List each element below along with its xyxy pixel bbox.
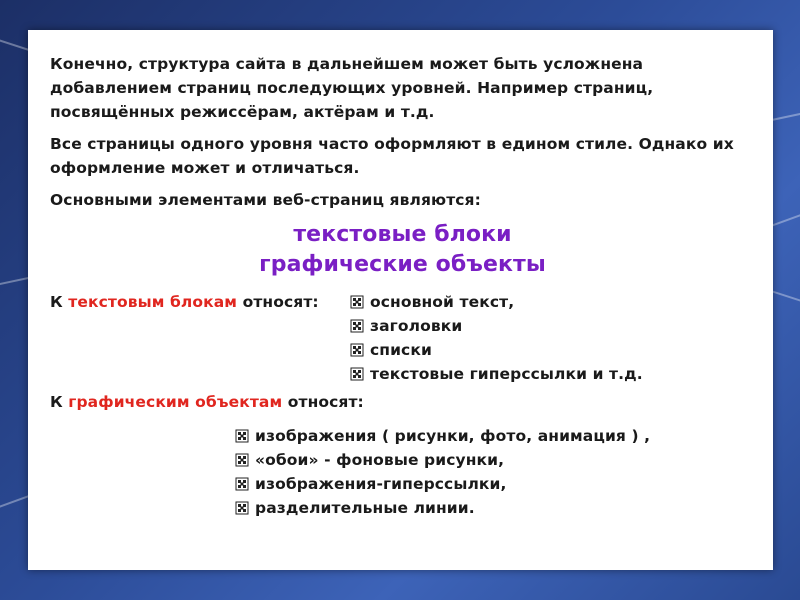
diamond-checker-bullet-icon: [350, 367, 364, 381]
text-block-item-text: списки: [370, 341, 432, 359]
text-block-item: [350, 338, 643, 362]
text-block-item: [350, 362, 643, 386]
paragraph-elements-intro: Основными элементами веб-страниц являются:: [50, 191, 481, 209]
graphic-object-item: [235, 472, 755, 496]
text-block-item: [350, 314, 643, 338]
diamond-checker-bullet-icon: [350, 319, 364, 333]
graphic-objects-highlight: графическим объектам: [68, 393, 283, 411]
graphic-object-item: [235, 448, 755, 472]
diamond-checker-bullet-icon: [350, 343, 364, 357]
diamond-checker-bullet-icon: [235, 477, 249, 491]
text-blocks-label: [50, 290, 350, 314]
paragraph-structure: Конечно, структура сайта в дальнейшем может быть усложнена добавлением страниц последующих уровней. Например страниц, посвящённых режиссёрам, актёрам и т.д.: [50, 55, 654, 121]
graphic-objects-prefix: К: [50, 393, 63, 411]
diamond-checker-bullet-icon: [235, 501, 249, 515]
text-blocks-list: [350, 290, 643, 386]
graphic-object-item: [235, 496, 755, 520]
text-block-item-text: заголовки: [370, 317, 463, 335]
diamond-checker-bullet-icon: [235, 429, 249, 443]
paragraph-style: Все страницы одного уровня часто оформляют в едином стиле. Однако их оформление может и отличаться.: [50, 135, 734, 177]
text-blocks-suffix: относят:: [242, 293, 319, 311]
slide-panel: [28, 30, 773, 570]
text-blocks-prefix: К: [50, 293, 63, 311]
text-block-item: [350, 290, 643, 314]
text-block-item-text: основной текст,: [370, 293, 515, 311]
graphic-objects-suffix: относят:: [287, 393, 364, 411]
diamond-checker-bullet-icon: [350, 295, 364, 309]
text-blocks-section: [50, 290, 755, 386]
main-element-graphic-objects: графические объекты: [259, 252, 546, 277]
text-blocks-highlight: текстовым блокам: [68, 293, 238, 311]
diamond-checker-bullet-icon: [235, 453, 249, 467]
graphic-object-item-text: разделительные линии.: [255, 499, 475, 517]
slide-content: [50, 52, 755, 520]
graphic-objects-list: [235, 424, 755, 520]
graphic-objects-label: [50, 390, 755, 414]
graphic-object-item: [235, 424, 755, 448]
text-block-item-text: текстовые гиперссылки и т.д.: [370, 365, 643, 383]
graphic-object-item-text: «обои» - фоновые рисунки,: [255, 451, 505, 469]
graphic-object-item-text: изображения ( рисунки, фото, анимация ) ,: [255, 427, 651, 445]
main-element-text-blocks: текстовые блоки: [293, 222, 512, 247]
graphic-object-item-text: изображения-гиперссылки,: [255, 475, 507, 493]
